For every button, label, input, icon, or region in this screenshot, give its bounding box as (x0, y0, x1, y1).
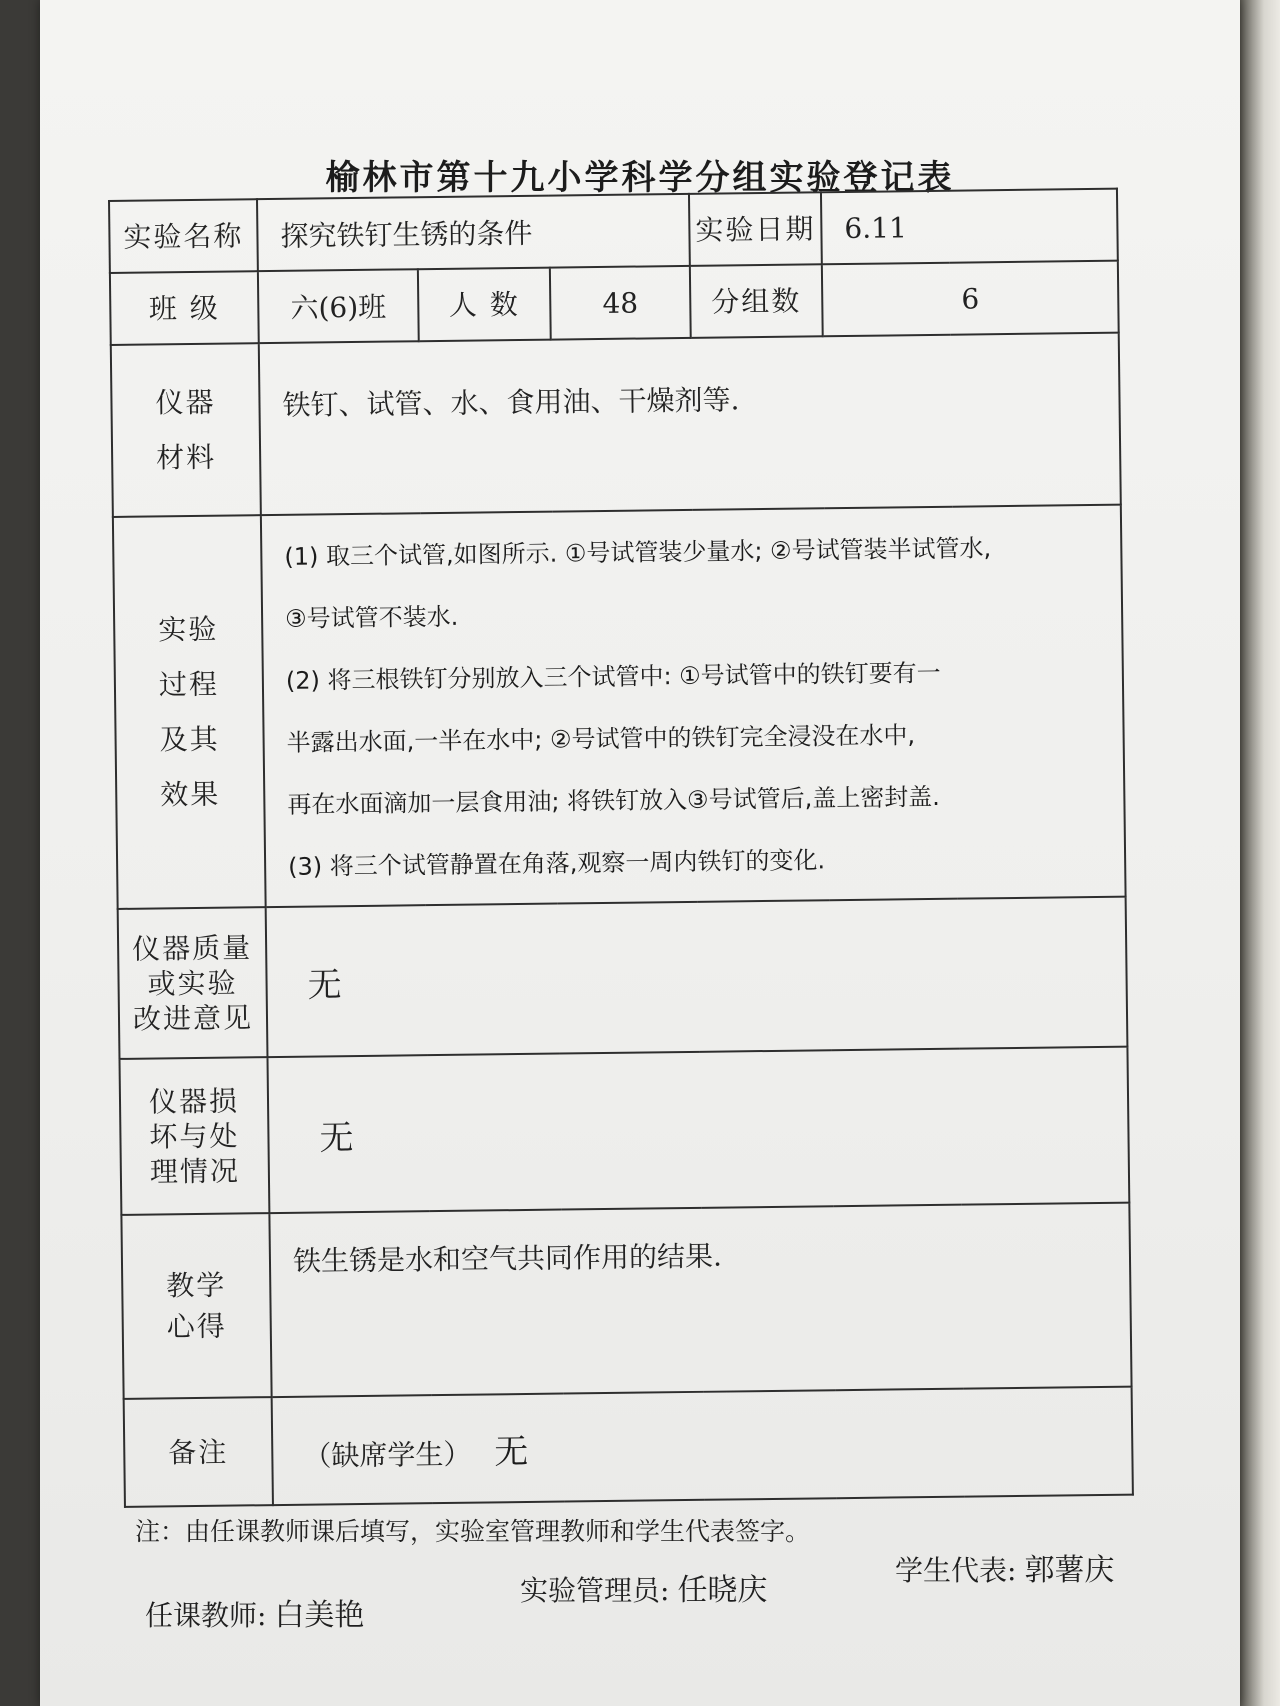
row-equipment (111, 333, 1121, 517)
label-quality-line-3: 改进意见 (132, 1000, 254, 1036)
label-experiment-name: 实验名称 (109, 199, 258, 273)
value-group-count: 6 (822, 261, 1119, 337)
value-absent: 无 (494, 1431, 529, 1472)
process-line: 半露出水面,一半在水中; ②号试管中的铁钉完全浸没在水中, (286, 721, 916, 757)
value-equipment: 铁钉、试管、水、食用油、干燥剂等. (259, 333, 1121, 515)
value-class: 六(6)班 (258, 269, 419, 343)
label-process-line-2: 过程 (158, 667, 220, 702)
value-damage: 无 (267, 1047, 1129, 1213)
label-process-line-1: 实验 (158, 612, 219, 647)
label-process (113, 515, 266, 909)
process-line: (2) 将三根铁钉分别放入三个试管中: ①号试管中的铁钉要有一 (285, 658, 941, 695)
footer-note: 注：由任课教师课后填写，实验室管理教师和学生代表签字。 (135, 1517, 811, 1546)
student-label: 学生代表: (895, 1554, 1017, 1587)
student-name: 郭薯庆 (1024, 1553, 1115, 1588)
process-line: (3) 将三个试管静置在角落,观察一周内铁钉的变化. (287, 846, 826, 881)
label-process-line-4: 效果 (160, 777, 221, 812)
value-process (261, 505, 1126, 907)
label-damage-line-3: 理情况 (149, 1153, 241, 1189)
process-line: 再在水面滴加一层食用油; 将铁钉放入③号试管后,盖上密封盖. (287, 782, 941, 819)
teacher-label: 任课教师: (145, 1599, 267, 1632)
label-group-count: 分组数 (690, 264, 823, 338)
process-line: (1) 取三个试管,如图所示. ①号试管装少量水; ②号试管装半试管水, (284, 534, 992, 571)
value-headcount: 48 (550, 266, 691, 340)
label-experiment-date: 实验日期 (689, 192, 822, 266)
value-quality: 无 (266, 897, 1128, 1057)
value-experiment-date: 6.11 (821, 189, 1118, 265)
label-class: 班 级 (110, 271, 259, 345)
process-line: ③号试管不装水. (284, 602, 459, 633)
row-damage (119, 1047, 1129, 1215)
label-quality-line-1: 仪器质量 (131, 930, 253, 966)
label-reflection (121, 1213, 271, 1399)
label-headcount: 人 数 (418, 268, 551, 342)
label-damage-line-2: 坏与处 (149, 1118, 240, 1154)
label-damage-line-1: 仪器损 (148, 1083, 240, 1119)
row-class-info (110, 261, 1119, 345)
value-reflection: 铁生锈是水和空气共同作用的结果. (269, 1203, 1131, 1397)
label-equipment-line-1: 仪器 (155, 385, 216, 420)
admin-name: 任晓庆 (677, 1573, 768, 1608)
label-equipment-line-2: 材料 (155, 440, 217, 475)
label-reflection-line-2: 心得 (166, 1309, 227, 1344)
form-table (108, 188, 1134, 1508)
label-remarks: 备注 (124, 1397, 273, 1507)
row-experiment-name (109, 189, 1118, 273)
label-damage (119, 1057, 269, 1215)
teacher-name: 白美艳 (274, 1598, 365, 1633)
background-edge (1240, 0, 1280, 1706)
row-process (113, 505, 1126, 909)
label-equipment (111, 343, 261, 517)
label-absent: （缺席学生） (303, 1437, 472, 1473)
registration-form (108, 188, 1134, 1500)
page-title: 榆林市第十九小学科学分组实验登记表 (325, 158, 955, 198)
label-process-line-3: 及其 (159, 722, 220, 757)
row-remarks (124, 1387, 1133, 1507)
label-quality-line-2: 或实验 (147, 965, 238, 1001)
value-experiment-name: 探究铁钉生锈的条件 (257, 194, 690, 271)
label-reflection-line-1: 教学 (166, 1268, 227, 1303)
admin-signature (520, 1565, 767, 1609)
teacher-signature (145, 1590, 364, 1634)
admin-label: 实验管理员: (520, 1574, 670, 1607)
label-quality (118, 907, 268, 1059)
value-remarks (272, 1387, 1133, 1505)
row-reflection (121, 1203, 1131, 1399)
row-quality (118, 897, 1128, 1059)
student-signature (895, 1545, 1114, 1589)
